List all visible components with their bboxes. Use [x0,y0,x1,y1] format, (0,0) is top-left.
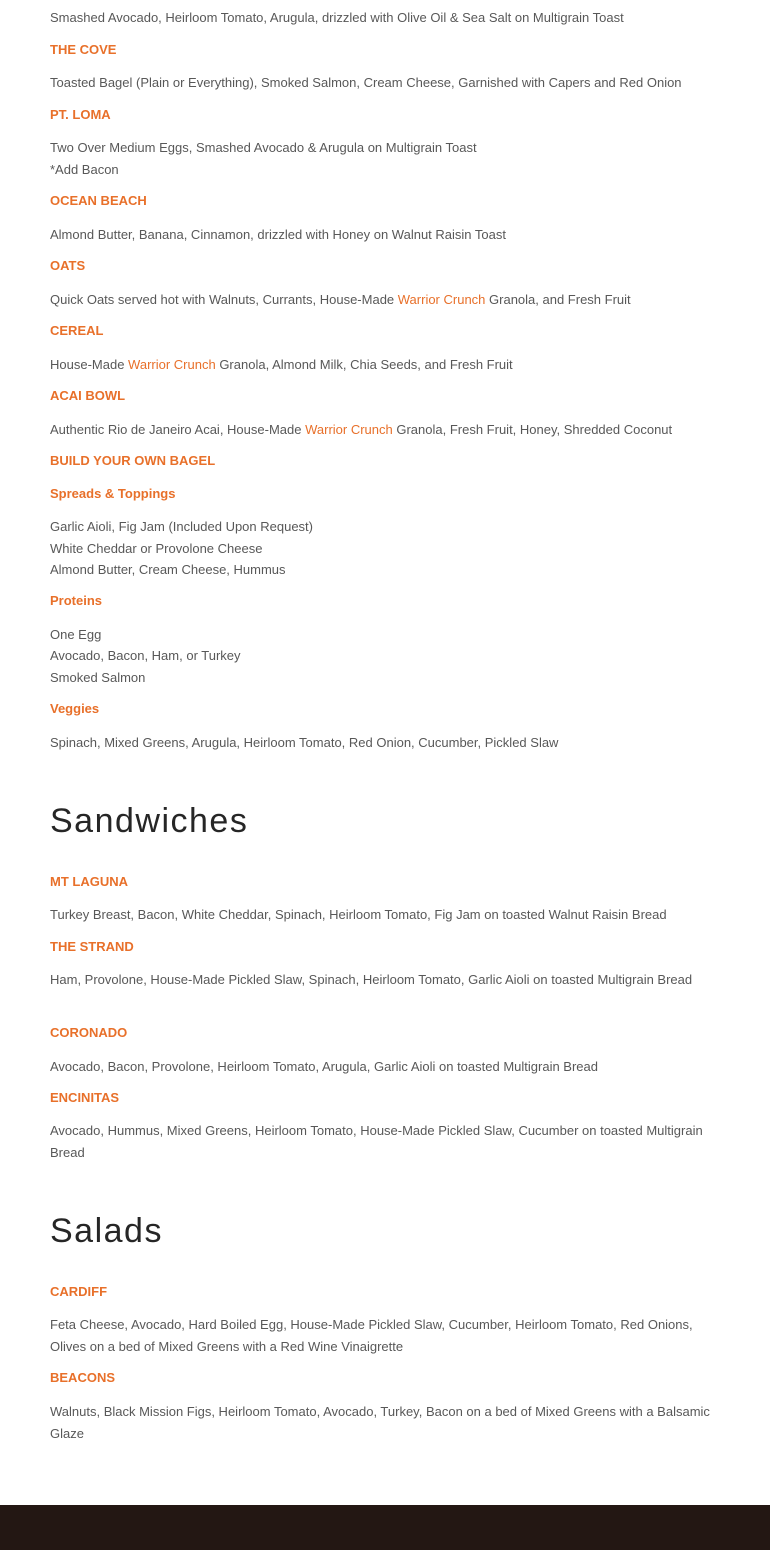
desc-text: House-Made [50,357,129,372]
item-title-cardiff: CARDIFF [50,1284,108,1299]
item-description [50,354,513,376]
desc-text: Granola, Fresh Fruit, Honey, Shredded Coconut [392,422,673,437]
desc-text: Authentic Rio de Janeiro Acai, House-Made [50,422,306,437]
group-title-proteins: Proteins [50,593,103,608]
item-title-encinitas: ENCINITAS [50,1090,120,1105]
build-bagel-title: BUILD YOUR OWN BAGEL [50,453,216,468]
item-note: *Add Bacon [50,162,119,177]
desc-text: Quick Oats served hot with Walnuts, Currants, House-Made [50,292,398,307]
footer-bar [0,1505,770,1550]
item-title-pt-loma: PT. LOMA [50,107,111,122]
group-title-spreads: Spreads & Toppings [50,486,176,501]
group-line: Smoked Salmon [50,670,146,685]
item-description: Ham, Provolone, House-Made Pickled Slaw, Spinach, Heirloom Tomato, Garlic Aioli on toasted Multigrain Bread [50,972,693,987]
desc-text: Granola, and Fresh Fruit [485,292,631,307]
item-title-coronado: CORONADO [50,1025,128,1040]
group-line: Avocado, Bacon, Ham, or Turkey [50,648,241,663]
item-description: Almond Butter, Banana, Cinnamon, drizzled with Honey on Walnut Raisin Toast [50,227,506,242]
warrior-crunch-link[interactable]: Warrior Crunch [128,357,216,372]
item-title-the-cove: THE COVE [50,42,117,57]
item-description: Turkey Breast, Bacon, White Cheddar, Spinach, Heirloom Tomato, Fig Jam on toasted Walnut Raisin Bread [50,907,667,922]
desc-text: Granola, Almond Milk, Chia Seeds, and Fresh Fruit [215,357,513,372]
section-heading-sandwiches: Sandwiches [50,802,249,840]
item-description [50,419,672,441]
group-line: Spinach, Mixed Greens, Arugula, Heirloom Tomato, Red Onion, Cucumber, Pickled Slaw [50,735,559,750]
item-description: Smashed Avocado, Heirloom Tomato, Arugula, drizzled with Olive Oil & Sea Salt on Multigrain Toast [50,10,624,25]
warrior-crunch-link[interactable]: Warrior Crunch [305,422,393,437]
group-line: Almond Butter, Cream Cheese, Hummus [50,562,286,577]
group-line: White Cheddar or Provolone Cheese [50,541,263,556]
item-title-beacons: BEACONS [50,1370,116,1385]
item-title-mt-laguna: MT LAGUNA [50,874,128,889]
item-description: Toasted Bagel (Plain or Everything), Smoked Salmon, Cream Cheese, Garnished with Capers and Red Onion [50,75,682,90]
item-title-cereal: CEREAL [50,323,104,338]
group-line: Garlic Aioli, Fig Jam (Included Upon Request) [50,519,314,534]
item-title-oats: OATS [50,258,86,273]
section-heading-salads: Salads [50,1212,163,1250]
item-description: Avocado, Bacon, Provolone, Heirloom Tomato, Arugula, Garlic Aioli on toasted Multigrain Bread [50,1059,598,1074]
item-description: Feta Cheese, Avocado, Hard Boiled Egg, House-Made Pickled Slaw, Cucumber, Heirloom Tomato, Red Onions, Olives on a bed of Mixed Greens with a Red Wine Vinaigrette [50,1317,693,1354]
item-description: Avocado, Hummus, Mixed Greens, Heirloom Tomato, House-Made Pickled Slaw, Cucumber on toasted Multigrain Bread [50,1123,703,1160]
item-description: Walnuts, Black Mission Figs, Heirloom Tomato, Avocado, Turkey, Bacon on a bed of Mixed Greens with a Balsamic Glaze [50,1404,710,1441]
group-line: One Egg [50,627,102,642]
group-title-veggies: Veggies [50,701,100,716]
item-title-the-strand: THE STRAND [50,939,134,954]
item-title-acai-bowl: ACAI BOWL [50,388,126,403]
item-description: Two Over Medium Eggs, Smashed Avocado & Arugula on Multigrain Toast [50,140,477,155]
warrior-crunch-link[interactable]: Warrior Crunch [397,292,486,307]
item-title-ocean-beach: OCEAN BEACH [50,193,147,208]
item-description [50,289,631,311]
